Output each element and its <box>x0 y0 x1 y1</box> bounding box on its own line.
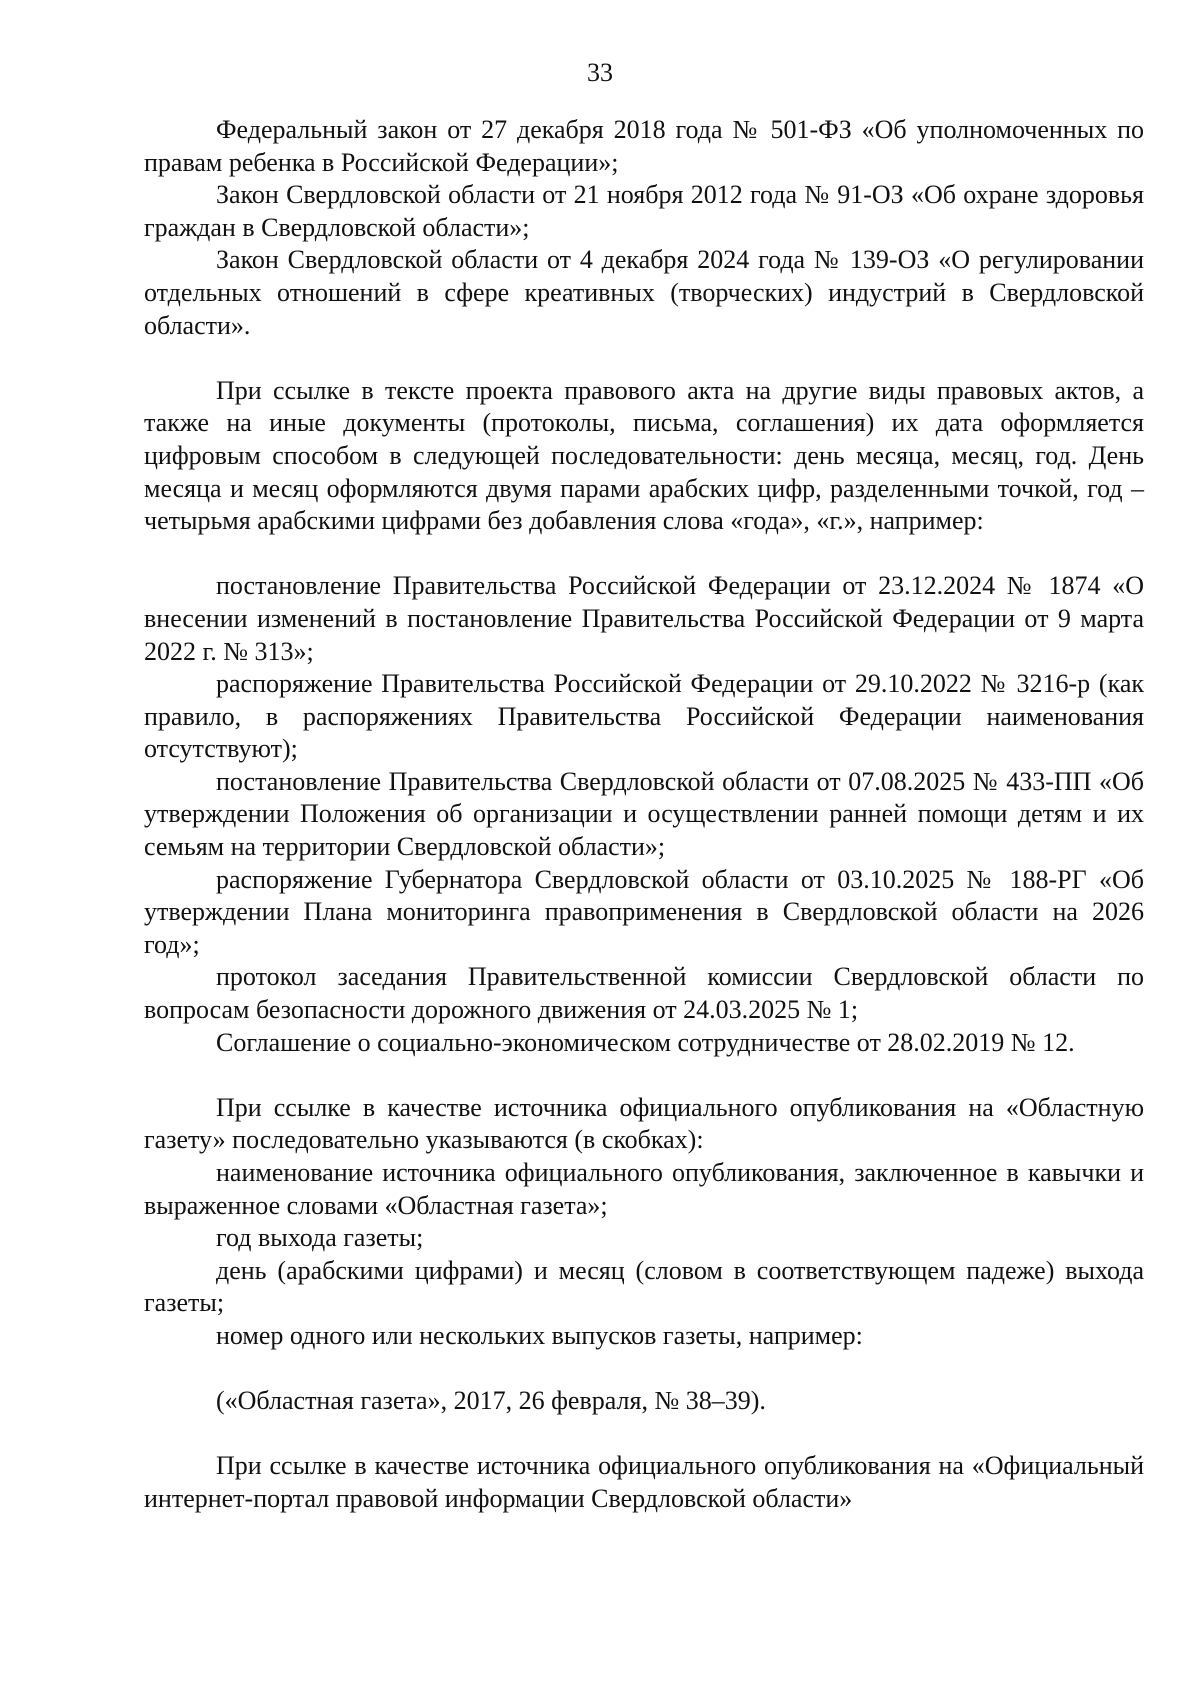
date-example: постановление Правительства Свердловской области от 07.08.2025 № 433-ПП «Об утверждении Положения об организации и осуществлении ранней помощи детям и их семьям на территории Свердловской области»; <box>144 766 1144 862</box>
gazette-item: наименование источника официального опубликования, заключенное в кавычки и выраженное словами «Областная газета»; <box>144 1158 1144 1220</box>
page-number: 33 <box>587 58 613 87</box>
paragraph-gap <box>144 1059 1144 1092</box>
law-reference: Закон Свердловской области от 4 декабря 2024 года № 139-ОЗ «О регулировании отдельных отношений в сфере креативных (творческих) индустрий в Свердловской области». <box>144 245 1144 340</box>
date-example: распоряжение Правительства Российской Федерации от 29.10.2022 № 3216-р (как правило, в распоряжениях Правительства Российской Федерации наименования отсутствуют); <box>144 669 1144 764</box>
portal-intro: При ссылке в качестве источника официального опубликования на «Официальный интернет-портал правовой информации Свердловской области» <box>144 1451 1144 1513</box>
gazette-item: номер одного или нескольких выпусков газеты, например: <box>216 1320 863 1350</box>
gazette-item: день (арабскими цифрами) и месяц (словом в соответствующем падеже) выхода газеты; <box>144 1255 1144 1318</box>
gazette-item: год выхода газеты; <box>216 1223 424 1253</box>
law-reference: Федеральный закон от 27 декабря 2018 года № 501-ФЗ «Об уполномоченных по правам ребенка в Российской Федерации»; <box>144 115 1144 177</box>
gazette-intro: При ссылке в качестве источника официального опубликования на «Областную газету» последовательно указываются (в скобках): <box>144 1092 1144 1155</box>
paragraph-gap <box>144 342 1144 375</box>
paragraph-gap <box>144 1418 1144 1451</box>
paragraph-gap <box>144 1353 1144 1386</box>
date-format-rule: При ссылке в тексте проекта правового акта на другие виды правовых актов, а также на иные документы (протоколы, письма, соглашения) их дата оформляется цифровым способом в следующей последовательности: день месяца, месяц, год. День месяца и месяц оформляются двумя парами арабских цифр, разделенными точкой, год – четырьмя арабскими цифрами без добавления слова «года», «г.», например: <box>144 375 1144 536</box>
gazette-example: («Областная газета», 2017, 26 февраля, № 38–39). <box>216 1386 766 1416</box>
date-example: распоряжение Губернатора Свердловской области от 03.10.2025 № 188-РГ «Об утверждении Плана мониторинга правоприменения в Свердловской области на 2026 год»; <box>144 864 1144 959</box>
date-example: Соглашение о социально-экономическом сотрудничестве от 28.02.2019 № 12. <box>216 1027 1075 1057</box>
paragraph-gap <box>144 538 1144 571</box>
law-reference: Закон Свердловской области от 21 ноября 2012 года № 91-ОЗ «Об охране здоровья граждан в Свердловской области»; <box>144 180 1144 242</box>
date-example: постановление Правительства Российской Федерации от 23.12.2024 № 1874 «О внесении изменений в постановление Правительства Российской Федерации от 9 марта 2022 г. № 313»; <box>144 571 1144 666</box>
document-body <box>144 114 1144 1516</box>
date-example: протокол заседания Правительственной комиссии Свердловской области по вопросам безопасности дорожного движения от 24.03.2025 № 1; <box>144 962 1144 1025</box>
